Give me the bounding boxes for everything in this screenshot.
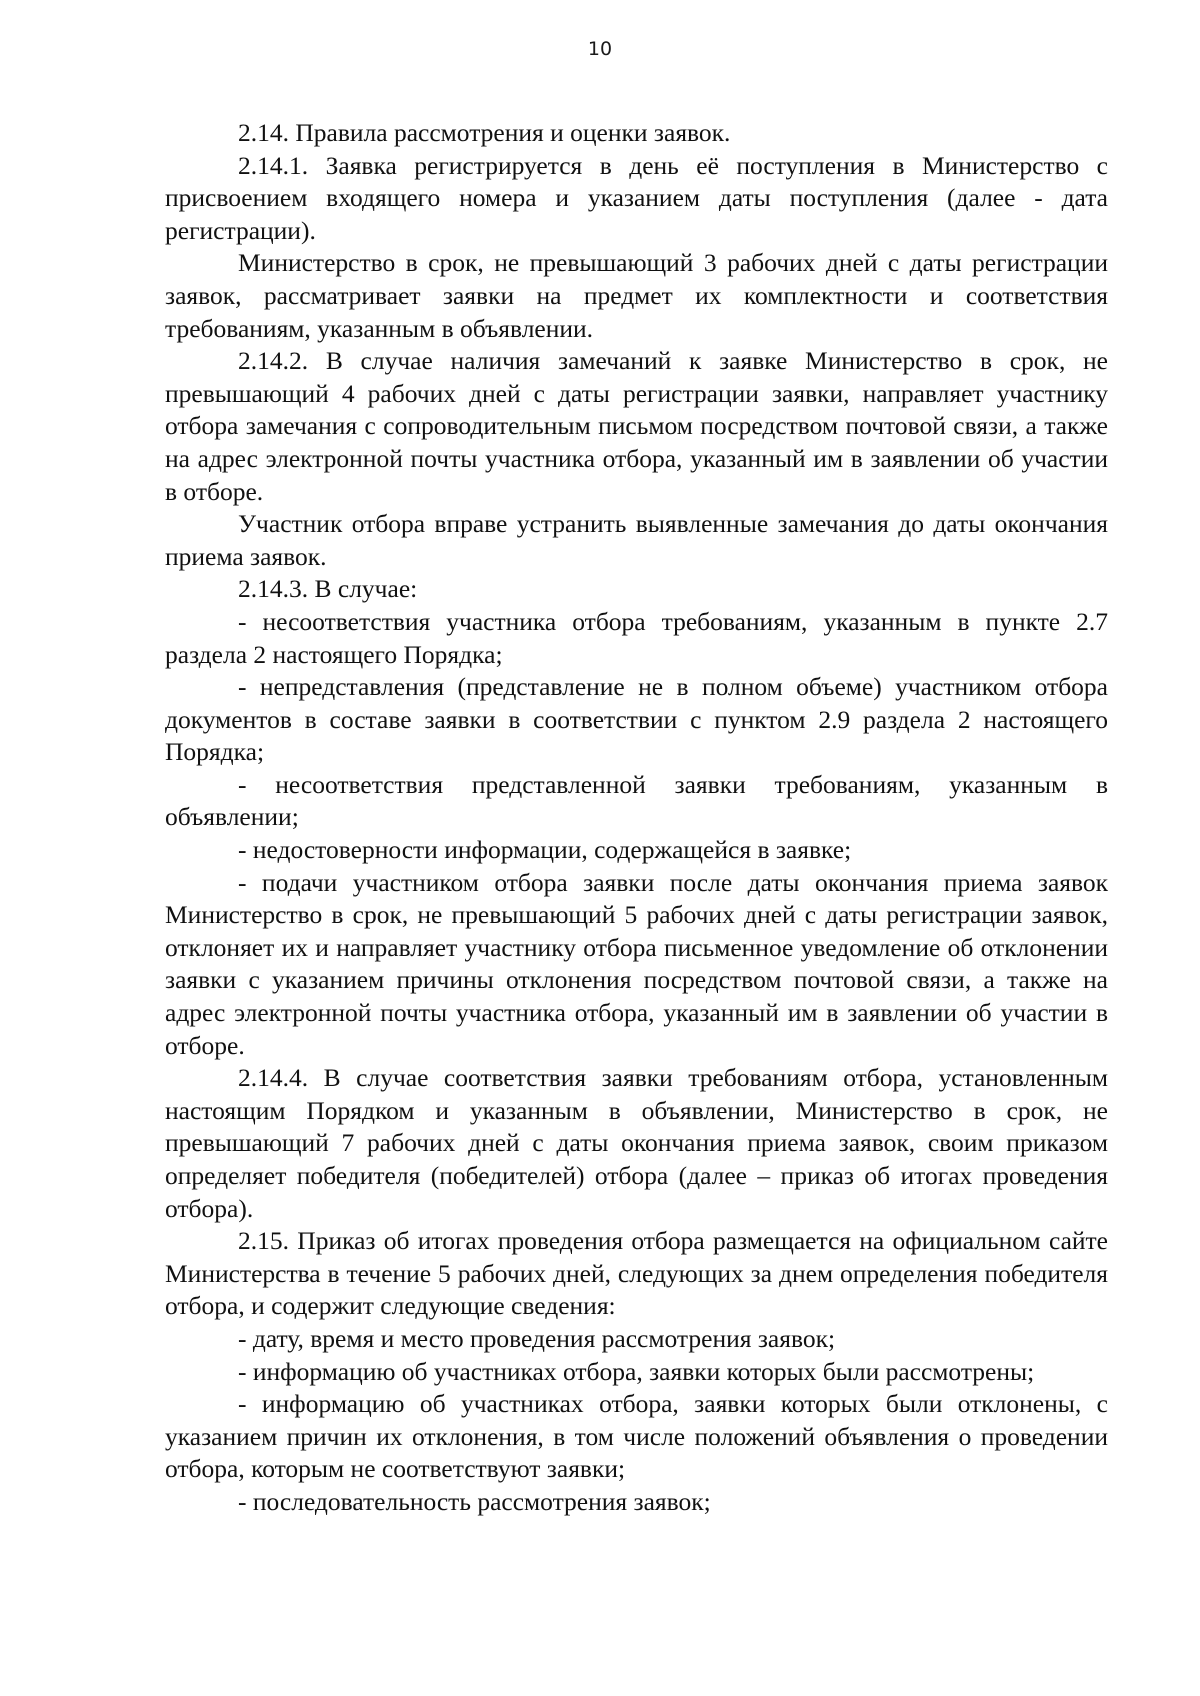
list-item: - непредставления (представление не в полном объеме) участником отбора документов в составе заявки в соответствии с пунктом 2.9 раздела 2 настоящего Порядка; — [165, 672, 1108, 767]
paragraph: 2.14.1. Заявка регистрируется в день её поступления в Министерство с присвоением входящего номера и указанием даты поступления (далее - дата регистрации). — [165, 150, 1108, 245]
document-body — [165, 117, 1108, 1519]
paragraph: Министерство в срок, не превышающий 3 рабочих дней с даты регистрации заявок, рассматривает заявки на предмет их комплектности и соответствия требованиям, указанным в объявлении. — [165, 248, 1108, 343]
list-item: - несоответствия представленной заявки требованиям, указанным в объявлении; — [165, 769, 1108, 832]
paragraph: 2.14.2. В случае наличия замечаний к заявке Министерство в срок, не превышающий 4 рабочих дней с даты регистрации заявки, направляет участнику отбора замечания с сопроводительным письмом посредством почтовой связи, а также на адрес электронной почты участника отбора, указанный им в заявлении об участии в отборе. — [165, 346, 1108, 506]
list-item: - недостоверности информации, содержащейся в заявке; — [238, 835, 852, 865]
list-item: - подачи участником отбора заявки после даты окончания приема заявок Министерство в срок, не превышающий 5 рабочих дней с даты регистрации заявок, отклоняет их и направляет участнику отбора письменное уведомление об отклонении заявки с указанием причины отклонения посредством почтовой связи, а также на адрес электронной почты участника отбора, указанный им в заявлении об участии в отборе. — [165, 867, 1108, 1060]
list-item: - дату, время и место проведения рассмотрения заявок; — [238, 1323, 836, 1353]
paragraph: 2.14.3. В случае: — [238, 574, 418, 604]
list-item: - информацию об участниках отбора, заявки которых были отклонены, с указанием причин их отклонения, в том числе положений объявления о проведении отбора, которым не соответствуют заявки; — [165, 1389, 1108, 1484]
list-item: - несоответствия участника отбора требованиям, указанным в пункте 2.7 раздела 2 настоящего Порядка; — [165, 606, 1108, 669]
list-item: - последовательность рассмотрения заявок; — [238, 1486, 711, 1516]
list-item: - информацию об участниках отбора, заявки которых были рассмотрены; — [238, 1356, 1035, 1386]
section-heading: 2.14. Правила рассмотрения и оценки заявок. — [238, 118, 731, 147]
paragraph: Участник отбора вправе устранить выявленные замечания до даты окончания приема заявок. — [165, 509, 1108, 571]
page-number: 10 — [587, 38, 613, 60]
paragraph: 2.15. Приказ об итогах проведения отбора размещается на официальном сайте Министерства в течение 5 рабочих дней, следующих за днем определения победителя отбора, и содержит следующие сведения: — [165, 1226, 1108, 1321]
paragraph: 2.14.4. В случае соответствия заявки требованиям отбора, установленным настоящим Порядком и указанным в объявлении, Министерство в срок, не превышающий 7 рабочих дней с даты окончания приема заявок, своим приказом определяет победителя (победителей) отбора (далее – приказ об итогах проведения отбора). — [165, 1063, 1108, 1223]
